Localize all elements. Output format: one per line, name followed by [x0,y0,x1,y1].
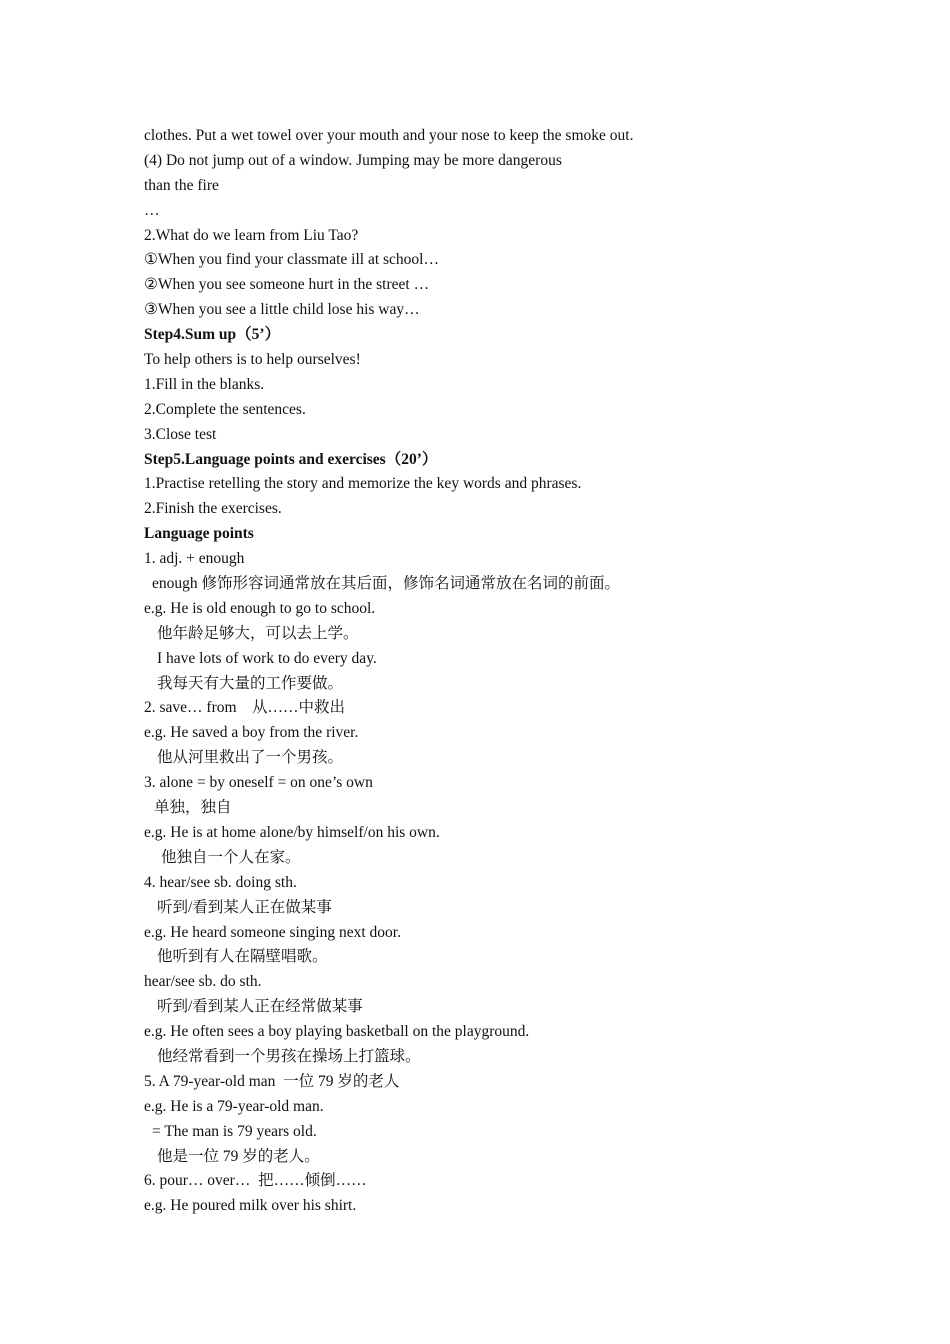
text-line: 3. alone = by oneself = on one’s own [144,774,373,792]
text-line: 5. A 79-year-old man 一位 79 岁的老人 [144,1072,400,1090]
text-line: 2.Finish the exercises. [144,500,282,518]
text-line: 1. adj. + enough [144,550,245,568]
text-line: 3.Close test [144,425,217,443]
text-line: 单独，独自 [154,799,232,817]
text-line: … [144,201,160,219]
section-heading: Step4.Sum up（5’） [144,326,281,344]
section-heading: Step5.Language points and exercises（20’） [144,450,438,468]
text-line: 我每天有大量的工作要做。 [157,674,344,692]
text-line: (4) Do not jump out of a window. Jumping may be more dangerous [144,151,562,169]
text-line: 他年龄足够大，可以去上学。 [157,624,359,642]
text-line: e.g. He often sees a boy playing basketball on the playground. [144,1023,530,1041]
text-line: e.g. He is old enough to go to school. [144,599,376,617]
text-line: 听到/看到某人正在做某事 [157,898,332,916]
document-body [144,124,844,1219]
text-line: I have lots of work to do every day. [157,649,377,667]
text-line: 他经常看到一个男孩在操场上打篮球。 [157,1047,421,1065]
text-line: e.g. He is at home alone/by himself/on his own. [144,823,440,841]
text-line: 2.Complete the sentences. [144,400,306,418]
section-heading: Language points [144,525,254,543]
text-line: hear/see sb. do sth. [144,973,262,991]
text-line: e.g. He is a 79-year-old man. [144,1097,324,1115]
text-line: = The man is 79 years old. [152,1122,317,1140]
text-line: 听到/看到某人正在经常做某事 [157,998,363,1016]
text-line: ②When you see someone hurt in the street … [144,276,430,294]
text-line: 他是一位 79 岁的老人。 [157,1147,320,1165]
text-line: clothes. Put a wet towel over your mouth and your nose to keep the smoke out. [144,127,634,144]
text-line: ③When you see a little child lose his way… [144,301,420,319]
text-line: 2. save… from 从……中救出 [144,699,346,717]
text-line: than the fire [144,176,219,194]
text-line: 他听到有人在隔壁唱歌。 [157,948,328,966]
text-line: 他独自一个人在家。 [161,848,301,866]
text-line: ①When you find your classmate ill at school… [144,251,439,269]
text-line: e.g. He heard someone singing next door. [144,923,401,941]
text-line: e.g. He poured milk over his shirt. [144,1197,357,1215]
text-line: e.g. He saved a boy from the river. [144,724,359,742]
text-line: 他从河里救出了一个男孩。 [157,749,344,767]
text-line: enough 修饰形容词通常放在其后面，修饰名词通常放在名词的前面。 [152,575,621,593]
text-line: 1.Fill in the blanks. [144,375,265,393]
text-line: 4. hear/see sb. doing sth. [144,873,297,891]
text-line: 2.What do we learn from Liu Tao? [144,226,359,244]
text-line: 6. pour… over… 把……倾倒…… [144,1172,367,1190]
text-line: 1.Practise retelling the story and memorize the key words and phrases. [144,475,582,493]
text-line: To help others is to help ourselves! [144,351,361,369]
